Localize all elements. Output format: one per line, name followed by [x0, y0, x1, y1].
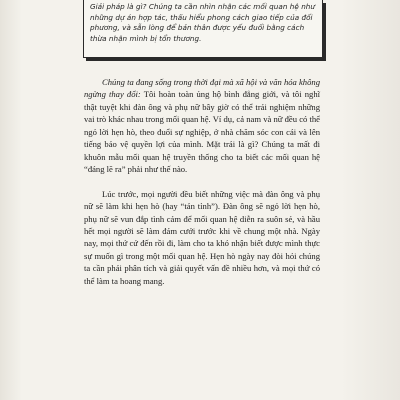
callout-box	[83, 0, 323, 58]
callout-text: Giải pháp là gì? Chúng ta cần nhìn nhận các mối quan hệ như những dự án hợp tác, thấu hiểu phong cách giao tiếp của đối phương, và sẵn lòng để bản thân được yếu đuối bằng cách thừa nhận mình bị tổn thương.	[90, 2, 316, 43]
paragraph-1-lead: Chúng ta đang sống trong thời đại mà xã hội và văn hóa không ngừng thay đổi:	[84, 77, 320, 100]
page-right-shadow	[340, 0, 400, 400]
paragraph-1	[84, 76, 320, 176]
page-left-shadow	[0, 0, 22, 400]
body-text	[84, 76, 320, 287]
paragraph-1-rest: Tôi hoàn toàn ủng hộ bình đẳng giới, và tôi nghĩ thật tuyệt khi đàn ông và phụ nữ bây giờ có thể trải nghiệm những vai trò khác nhau trong mối quan hệ. Ví dụ, cả nam và nữ đều có thể ngỏ lời hẹn hò, theo đuổi sự nghiệp, ở nhà chăm sóc con cái và lên tiếng bảo vệ quyền lợi của mình. Mặt trái là gì? Chúng ta mất đi khuôn mẫu mối quan hệ truyền thống cho ta biết các mối quan hệ “đáng lẽ ra” phải như thế nào.	[84, 89, 320, 175]
paragraph-2	[84, 188, 320, 288]
paragraph-2-rest: Lúc trước, mọi người đều biết những việc mà đàn ông và phụ nữ sẽ làm khi hẹn hò (hay “tán tỉnh”). Đàn ông sẽ ngỏ lời hẹn hò, phụ nữ sẽ vun đắp tình cảm để mối quan hệ diễn ra suôn sẻ, và hầu hết mọi người sẽ làm đám cưới trước khi về chung một nhà. Ngày nay, mọi thứ cứ đến rồi đi, làm cho ta khó nhận biết được mình thực sự muốn gì trong một mối quan hệ. Hẹn hò ngày nay đòi hỏi chúng ta cần phải phân tích và giải quyết vấn đề nhiều hơn, và mọi thứ có thể làm ta hoang mang.	[84, 188, 320, 286]
